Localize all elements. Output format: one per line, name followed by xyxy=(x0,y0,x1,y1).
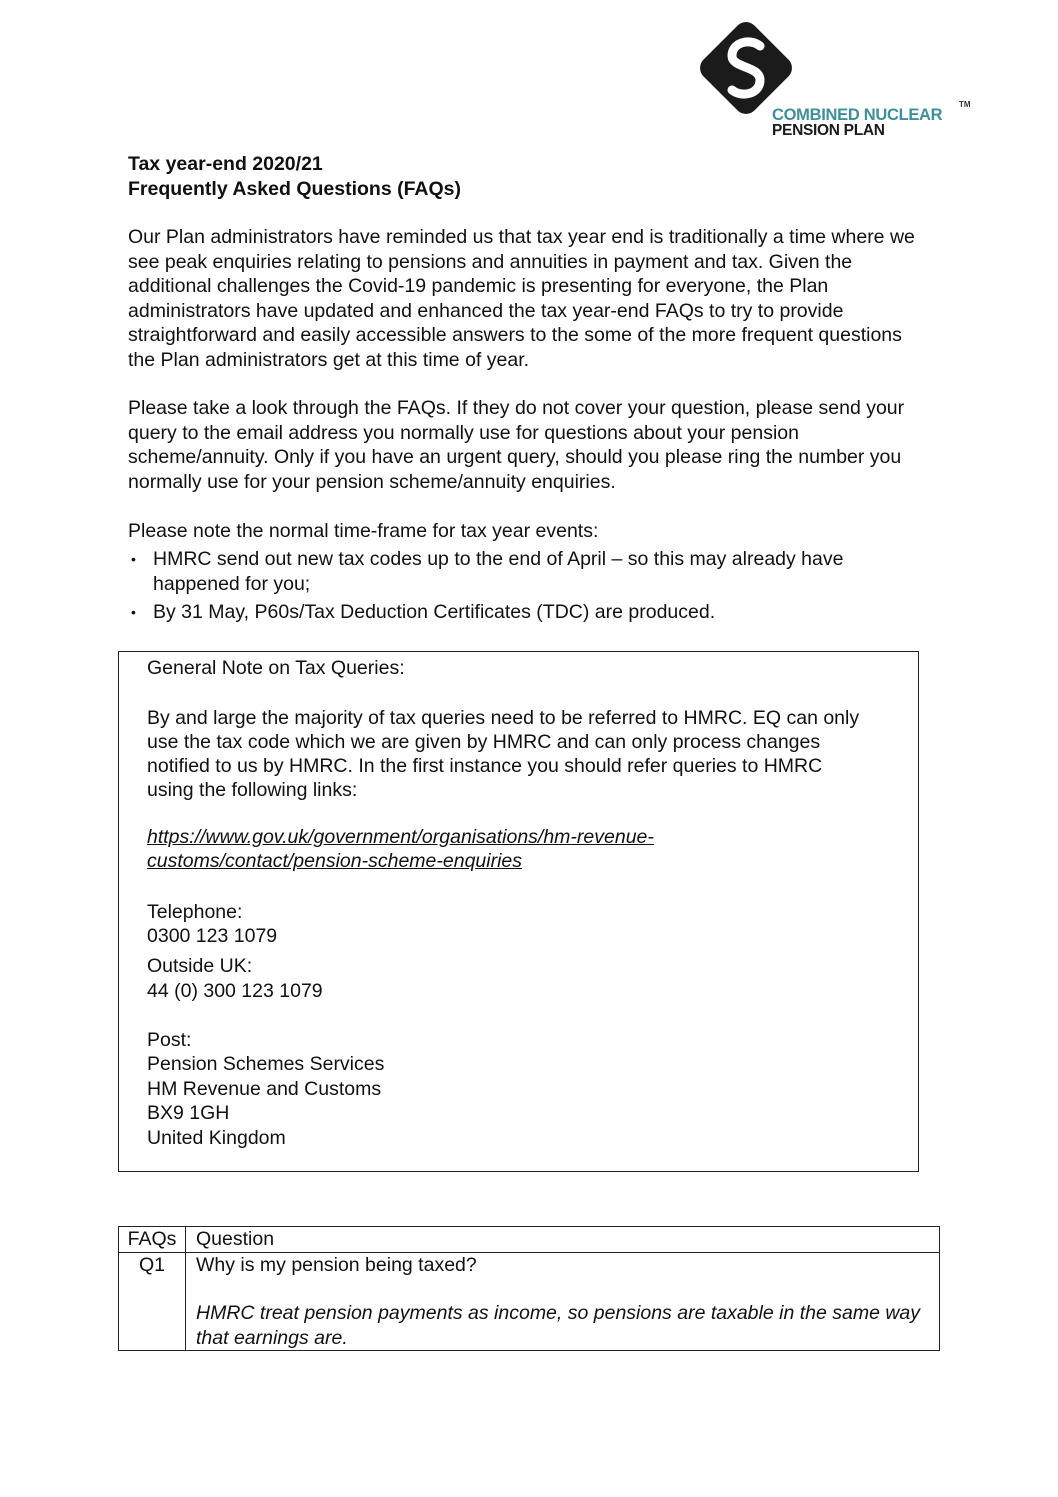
logo-text-line1: COMBINED NUCLEAR xyxy=(772,106,943,124)
outside-uk-number: 44 (0) 300 123 1079 xyxy=(147,980,323,1002)
list-item: • HMRC send out new tax codes up to the end of April – so this may already have happened for you; xyxy=(128,547,928,596)
table-header-row xyxy=(119,1227,940,1253)
address-line: United Kingdom xyxy=(147,1127,286,1149)
address-line: HM Revenue and Customs xyxy=(147,1078,382,1100)
telephone-number: 0300 123 1079 xyxy=(147,925,278,947)
hmrc-link-line1[interactable]: https://www.gov.uk/government/organisations/hm-revenue- xyxy=(147,826,654,848)
table-row xyxy=(119,1252,940,1351)
list-item: • By 31 May, P60s/Tax Deduction Certificates (TDC) are produced. xyxy=(128,600,928,625)
intro-paragraph-1: Our Plan administrators have reminded us that tax year end is traditionally a time where we see peak enquiries relating to pensions and annuities in payment and tax. Given the additional challenges the Covid-19 pandemic is presenting for everyone, the Plan administrators have updated and enhanced the tax year-end FAQs to try to provide straightforward and easily accessible answers to the some of the more frequent questions the Plan administrators get at this time of year. xyxy=(128,226,915,371)
timeframe-list xyxy=(128,547,928,629)
plan-logo xyxy=(690,12,980,142)
question-col-header: Question xyxy=(186,1227,940,1253)
page-title xyxy=(128,152,461,202)
intro-paragraph-2: Please take a look through the FAQs. If they do not cover your question, please send your query to the email address you normally use for questions about your pension scheme/annuity. Only if you have an urgent query, should you please ring the number you normally use for your pension scheme/annuity enquiries. xyxy=(128,397,905,493)
note-body: By and large the majority of tax queries need to be referred to HMRC. EQ can only use the tax code which we are given by HMRC and can only process changes notified to us by HMRC. In the first instance you should refer queries to HMRC using the following links: xyxy=(147,707,860,801)
faq-id: Q1 xyxy=(119,1252,186,1351)
title-line1: Tax year-end 2020/21 xyxy=(128,153,323,175)
note-heading: General Note on Tax Queries: xyxy=(147,657,405,679)
post-label: Post: xyxy=(147,1029,192,1051)
tax-queries-note-box xyxy=(118,651,919,1172)
address-line: BX9 1GH xyxy=(147,1102,230,1124)
telephone-label: Telephone: xyxy=(147,901,243,923)
title-line2: Frequently Asked Questions (FAQs) xyxy=(128,178,462,200)
hmrc-link[interactable] xyxy=(147,825,887,873)
hmrc-link-line2[interactable]: customs/contact/pension-scheme-enquiries xyxy=(147,850,523,872)
logo-text-line2: PENSION PLAN xyxy=(772,122,885,139)
faq-col-header: FAQs xyxy=(119,1227,186,1253)
outside-uk-label: Outside UK: xyxy=(147,955,253,977)
logo-trademark: TM xyxy=(959,100,971,109)
faq-answer: HMRC treat pension payments as income, so pensions are taxable in the same way that earnings are. xyxy=(196,1302,921,1349)
faq-question: Why is my pension being taxed? xyxy=(196,1253,477,1276)
address-line: Pension Schemes Services xyxy=(147,1053,385,1075)
faq-cell xyxy=(186,1252,940,1351)
faq-table xyxy=(118,1226,940,1351)
intro-paragraph-3: Please note the normal time-frame for tax year events: xyxy=(128,520,599,542)
